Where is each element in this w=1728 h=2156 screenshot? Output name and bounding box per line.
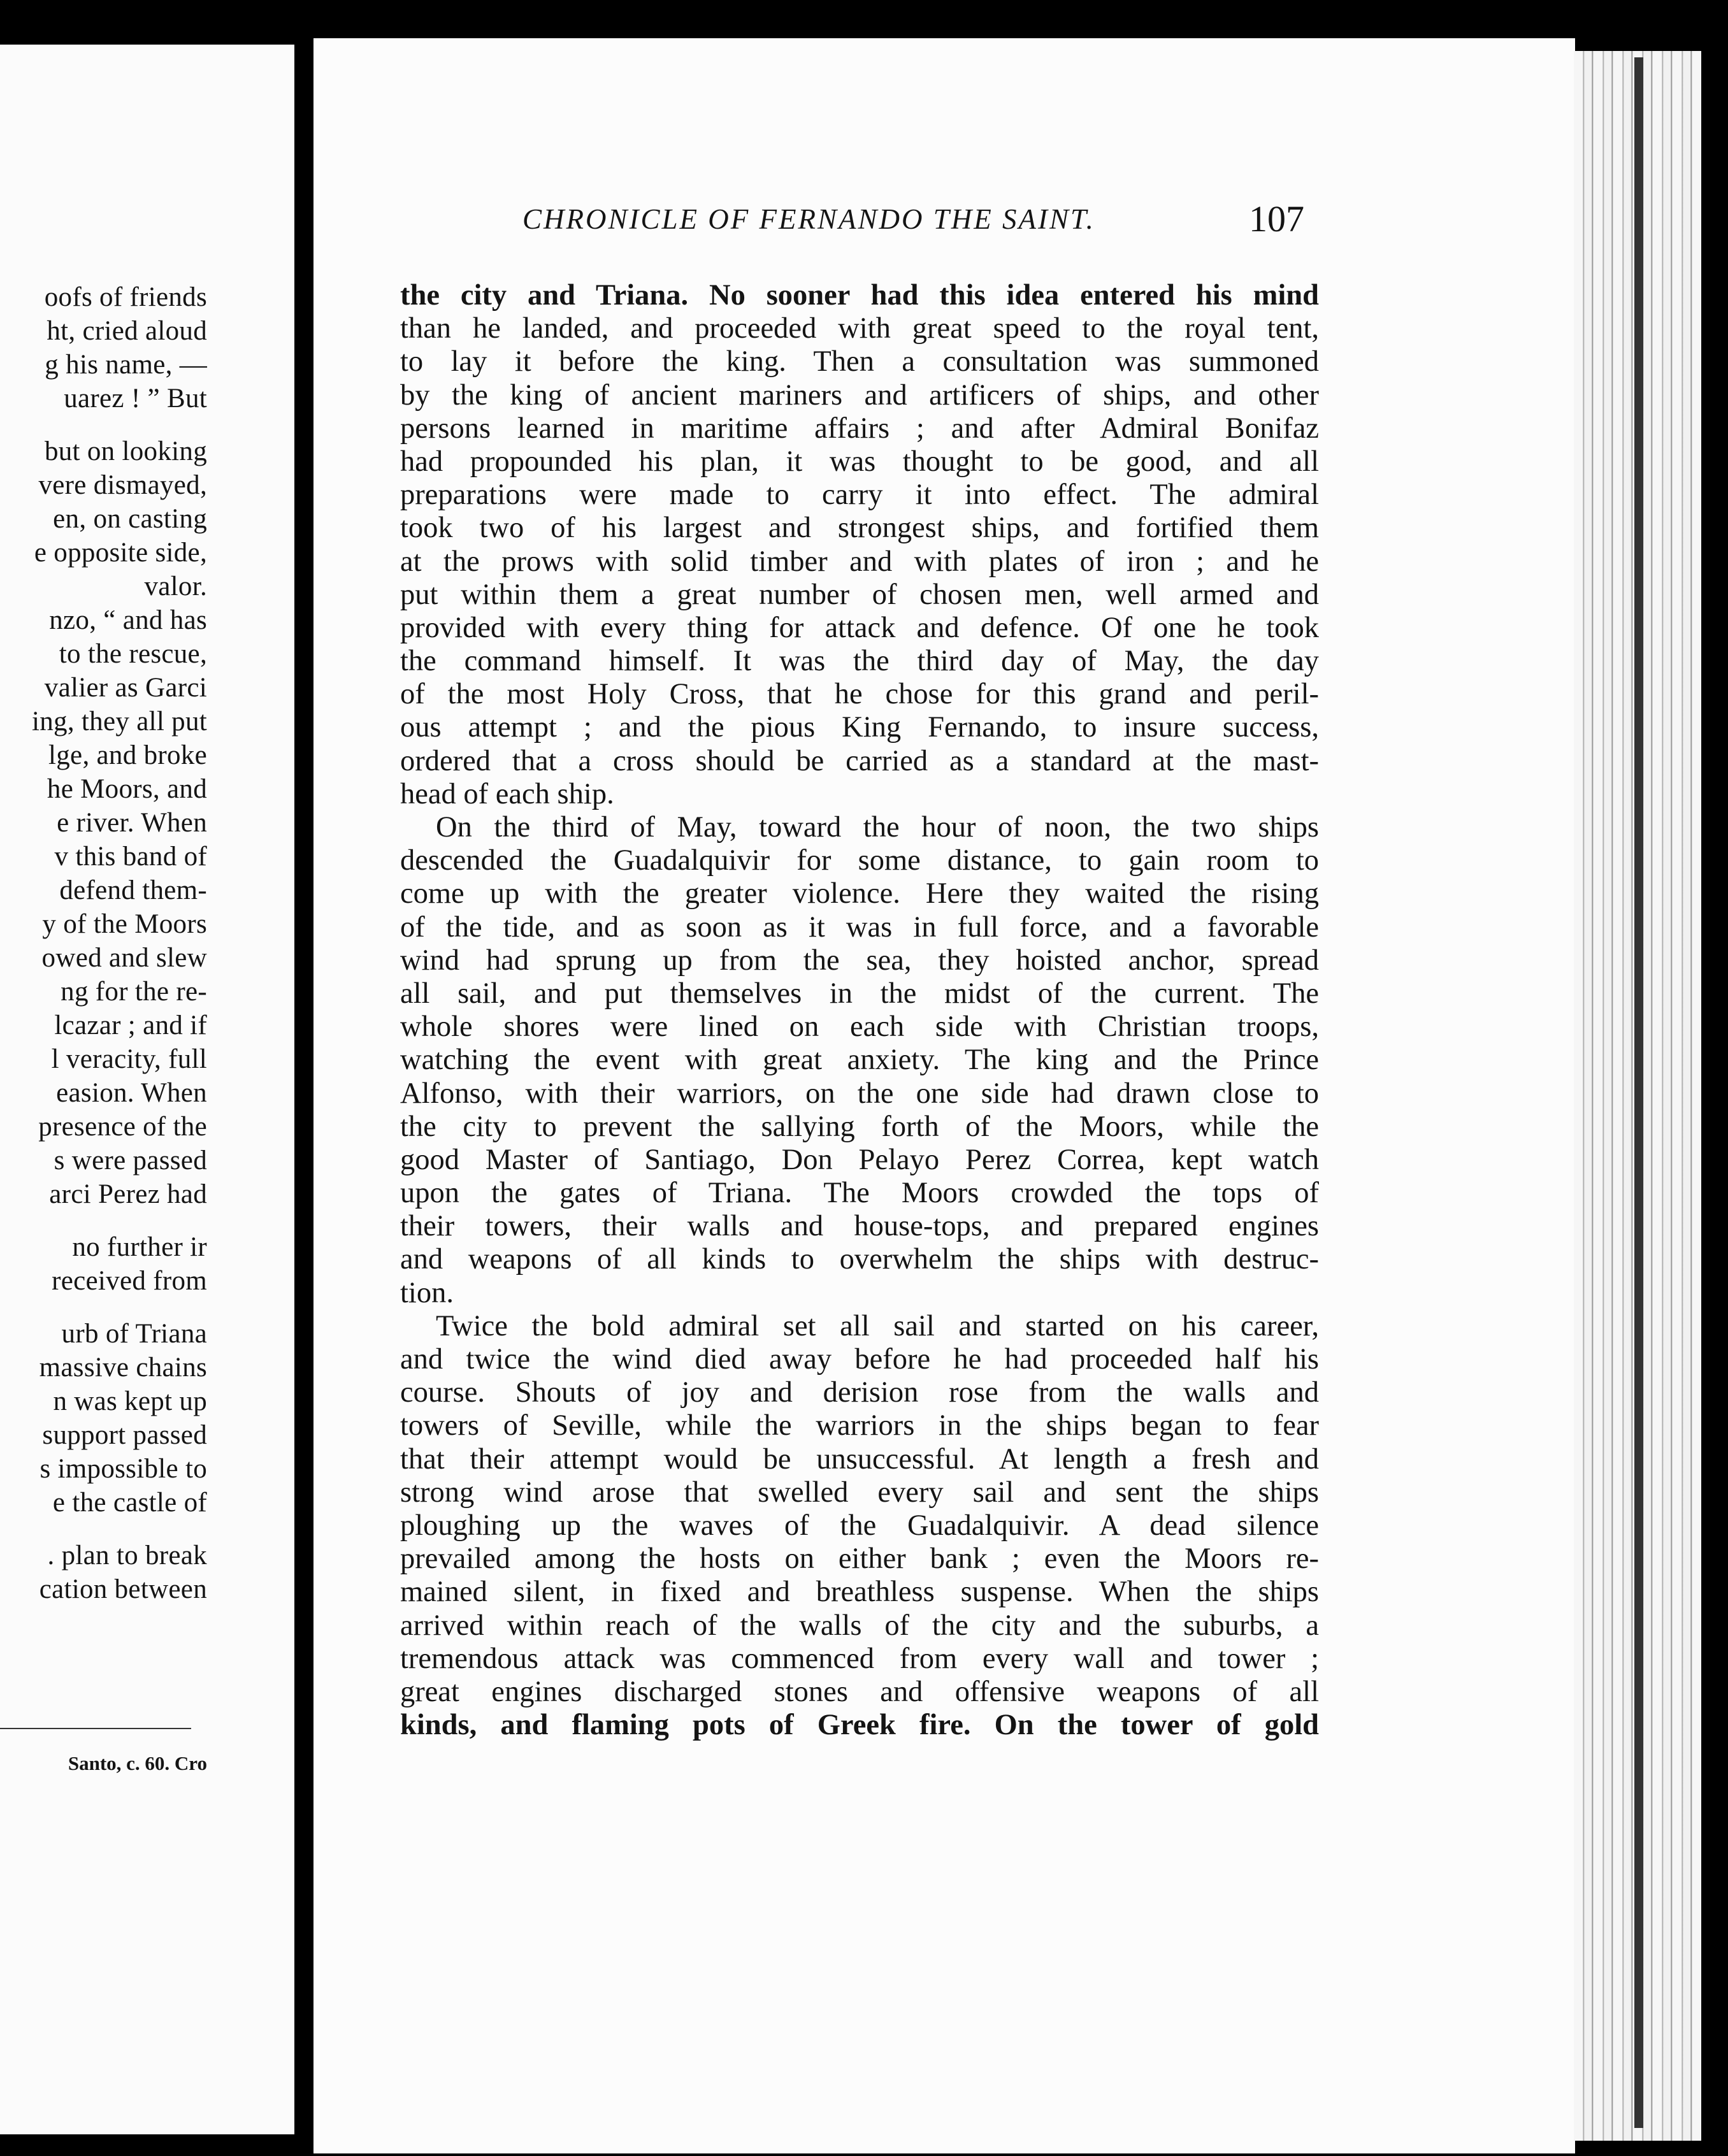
text-line: easion. When xyxy=(56,1078,207,1108)
text-line: strong wind arose that swelled every sail and sent the ships xyxy=(400,1476,1319,1509)
text-line: at the prows with solid timber and with plates of iron ; and he xyxy=(400,545,1319,578)
text-line: of the most Holy Cross, that he chose for this grand and peril- xyxy=(400,678,1319,711)
text-line: arrived within reach of the walls of the city and the suburbs, a xyxy=(400,1609,1319,1642)
text-line: head of each ship. xyxy=(400,777,614,810)
text-line: the city and Triana. No sooner had this idea entered his mind xyxy=(400,279,1319,312)
text-line: urb of Triana xyxy=(61,1319,207,1349)
text-line: to the rescue, xyxy=(59,639,207,669)
text-line: support passed xyxy=(42,1420,207,1450)
text-line: all sail, and put themselves in the midst of the current. The xyxy=(400,977,1319,1010)
text-line: no further ir xyxy=(72,1232,207,1262)
left-page-text xyxy=(0,280,207,1606)
text-line: ht, cried aloud xyxy=(47,316,207,346)
text-line: arci Perez had xyxy=(49,1179,207,1209)
scan-background-top xyxy=(0,0,1728,38)
text-line: en, on casting xyxy=(53,504,207,534)
text-line: oofs of friends xyxy=(44,282,207,312)
text-line: presence of the xyxy=(38,1112,207,1142)
paragraph-gap xyxy=(0,1520,207,1539)
text-line: nzo, “ and has xyxy=(49,605,207,635)
text-line: persons learned in maritime affairs ; and after Admiral Bonifaz xyxy=(400,412,1319,445)
text-line: e river. When xyxy=(57,808,207,838)
text-line: he Moors, and xyxy=(47,774,207,804)
text-line: prevailed among the hosts on either bank ; even the Moors re- xyxy=(400,1542,1319,1576)
text-line: n was kept up xyxy=(53,1386,207,1416)
text-line: kinds, and flaming pots of Greek fire. On the tower of gold xyxy=(400,1709,1319,1742)
text-line: wind had sprung up from the sea, they hoisted anchor, spread xyxy=(400,944,1319,977)
paragraph-gap xyxy=(0,1211,207,1230)
text-line: e the castle of xyxy=(52,1488,207,1518)
text-line: the city to prevent the sallying forth of the Moors, while the xyxy=(400,1110,1319,1143)
text-line: cation between xyxy=(39,1574,207,1604)
book-cover-edge xyxy=(1634,57,1643,2128)
text-line: lge, and broke xyxy=(48,740,207,770)
text-line: tremendous attack was commenced from every wall and tower ; xyxy=(400,1642,1319,1675)
left-page xyxy=(0,45,299,2134)
text-line: good Master of Santiago, Don Pelayo Perez Correa, kept watch xyxy=(400,1143,1319,1176)
text-line: whole shores were lined on each side with Christian troops, xyxy=(400,1010,1319,1044)
text-line: massive chains xyxy=(39,1353,207,1383)
text-line: come up with the greater violence. Here they waited the rising xyxy=(400,877,1319,910)
text-line: and twice the wind died away before he had proceeded half his xyxy=(400,1343,1319,1376)
text-line: uarez ! ” But xyxy=(64,384,207,413)
text-line: ordered that a cross should be carried as a standard at the mast- xyxy=(400,744,1319,777)
text-line: course. Shouts of joy and derision rose from the walls and xyxy=(400,1376,1319,1409)
book-gutter xyxy=(294,45,313,2134)
body-text xyxy=(400,279,1319,1742)
text-line: provided with every thing for attack and defence. Of one he took xyxy=(400,611,1319,644)
text-line: had propounded his plan, it was thought to be good, and all xyxy=(400,445,1319,478)
footnote-rule xyxy=(0,1728,191,1729)
text-line: . plan to break xyxy=(47,1541,207,1570)
text-line: than he landed, and proceeded with great speed to the royal tent, xyxy=(400,312,1319,345)
text-line: vere dismayed, xyxy=(38,470,207,500)
text-line: e opposite side, xyxy=(34,538,207,568)
text-line: but on looking xyxy=(44,436,207,466)
text-line: lcazar ; and if xyxy=(54,1010,207,1040)
text-line: s impossible to xyxy=(40,1454,207,1484)
text-line: ous attempt ; and the pious King Fernando, to insure success, xyxy=(400,711,1319,744)
paragraph-gap xyxy=(0,415,207,435)
text-line: l veracity, full xyxy=(51,1044,207,1074)
text-line: their towers, their walls and house-tops, and prepared engines xyxy=(400,1210,1319,1243)
text-line: v this band of xyxy=(54,842,207,872)
text-line: descended the Guadalquivir for some distance, to gain room to xyxy=(400,844,1319,877)
text-line: of the tide, and as soon as it was in full force, and a favorable xyxy=(400,910,1319,944)
text-line: tion. xyxy=(400,1276,454,1309)
text-line: ploughing up the waves of the Guadalquivir. A dead silence xyxy=(400,1509,1319,1542)
text-line: received from xyxy=(52,1266,207,1296)
text-line: defend them- xyxy=(59,875,207,905)
text-line: g his name, — xyxy=(45,350,207,380)
page-number: 107 xyxy=(1249,198,1304,240)
text-line: upon the gates of Triana. The Moors crowded the tops of xyxy=(400,1177,1319,1210)
text-line: ng for the re- xyxy=(61,977,207,1007)
text-line: and weapons of all kinds to overwhelm the ships with destruc- xyxy=(400,1243,1319,1276)
text-line: ing, they all put xyxy=(31,707,207,737)
text-line: preparations were made to carry it into effect. The admiral xyxy=(400,478,1319,512)
text-line: valor. xyxy=(144,571,207,601)
text-line: y of the Moors xyxy=(42,909,207,939)
text-line: Alfonso, with their warriors, on the one side had drawn close to xyxy=(400,1077,1319,1110)
text-line: mained silent, in fixed and breathless suspense. When the ships xyxy=(400,1576,1319,1609)
text-line: On the third of May, toward the hour of noon, the two ships xyxy=(436,811,1319,844)
text-line: to lay it before the king. Then a consultation was summoned xyxy=(400,345,1319,378)
text-line: watching the event with great anxiety. The king and the Prince xyxy=(400,1044,1319,1077)
text-line: by the king of ancient mariners and artificers of ships, and other xyxy=(400,378,1319,412)
running-head: CHRONICLE OF FERNANDO THE SAINT. xyxy=(522,203,1095,235)
text-line: valier as Garci xyxy=(44,673,207,703)
text-line: s were passed xyxy=(54,1146,207,1175)
footnote: Santo, c. 60. Cro xyxy=(68,1752,207,1774)
text-line: that their attempt would be unsuccessful. At length a fresh and xyxy=(400,1442,1319,1476)
text-line: owed and slew xyxy=(41,943,207,973)
text-line: great engines discharged stones and offensive weapons of all xyxy=(400,1675,1319,1708)
text-line: put within them a great number of chosen men, well armed and xyxy=(400,578,1319,611)
text-line: towers of Seville, while the warriors in the ships began to fear xyxy=(400,1409,1319,1442)
text-line: took two of his largest and strongest ships, and fortified them xyxy=(400,512,1319,545)
text-line: the command himself. It was the third day of May, the day xyxy=(400,645,1319,678)
text-line: Twice the bold admiral set all sail and started on his career, xyxy=(436,1309,1319,1342)
paragraph-gap xyxy=(0,1298,207,1317)
